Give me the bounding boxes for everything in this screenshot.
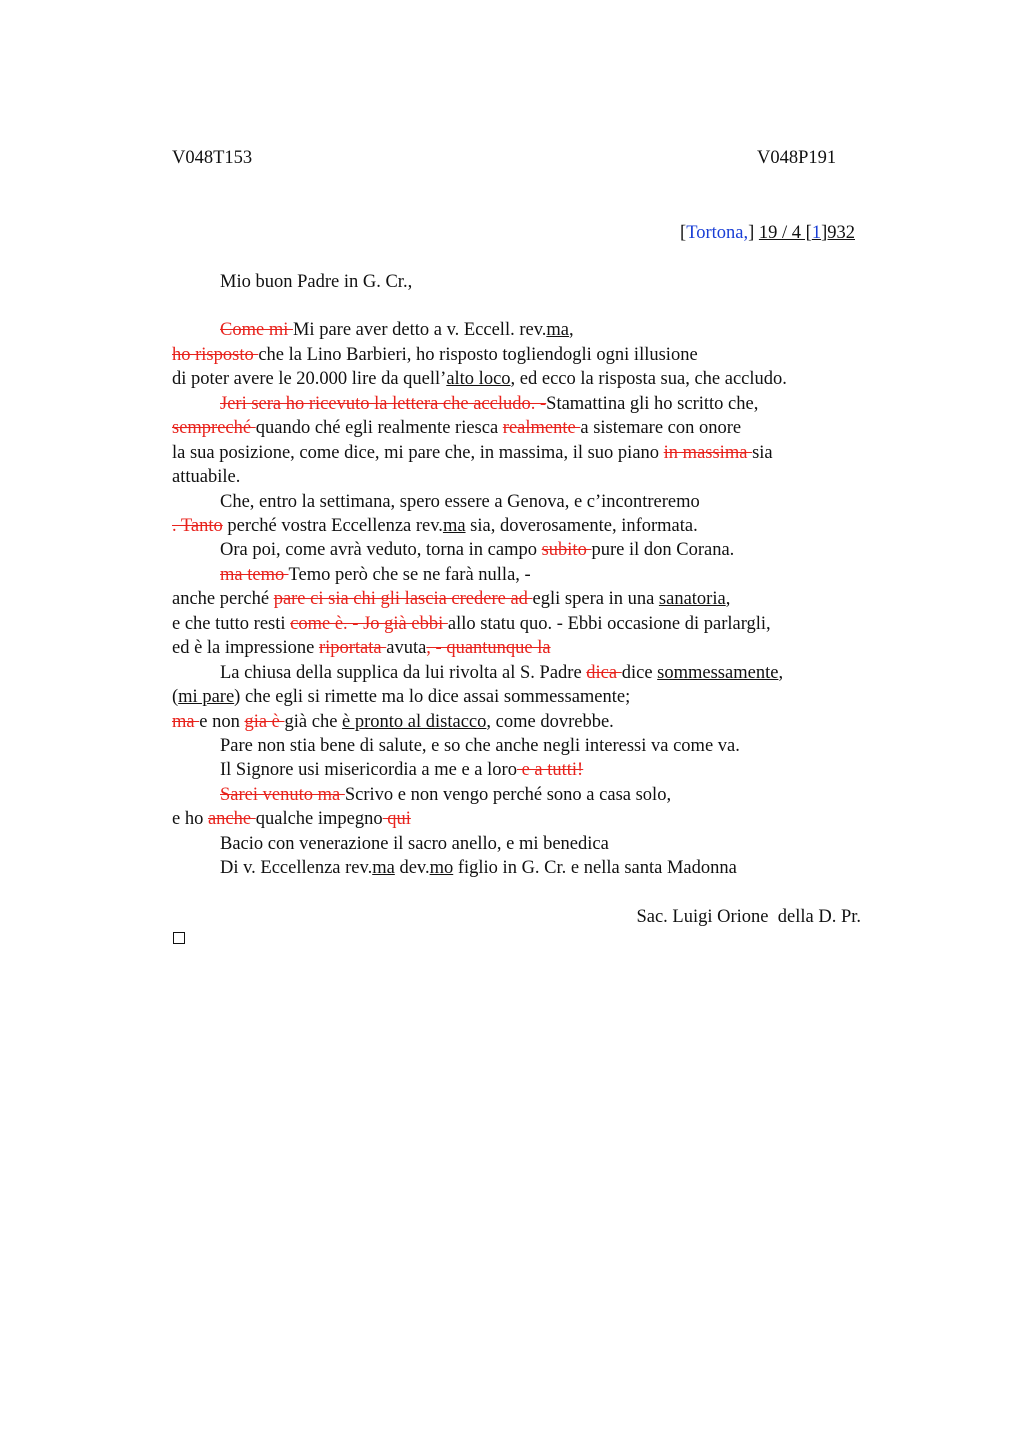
letter-line: e ho anche qualche impegno qui: [172, 809, 411, 829]
dateline-bracket-open: [: [680, 223, 687, 243]
letter-line: (mi pare) che egli si rimette ma lo dice assai sommessamente;: [172, 687, 631, 707]
letter-line: Sarei venuto ma Scrivo e non vengo perché sono a casa solo,: [220, 785, 672, 805]
letter-line: e che tutto resti come è. - Jo già ebbi allo statu quo. - Ebbi occasione di parlargli,: [172, 614, 771, 634]
letter-line: Come mi Mi pare aver detto a v. Eccell. rev.ma,: [220, 320, 574, 340]
dateline-date: 19 / 4 [1]932: [758, 223, 855, 243]
letter-line: Il Signore usi misericordia a me e a loro e a tutti!: [220, 760, 584, 780]
letter-line: Pare non stia bene di salute, e so che anche negli interessi va come va.: [220, 736, 740, 756]
end-square-icon: [173, 932, 185, 944]
doc-code-left: V048T153: [172, 148, 253, 168]
letter-line: ed è la impressione riportata avuta, - quantunque la: [172, 638, 551, 658]
letter-line: attuabile.: [172, 467, 241, 487]
letter-line: di poter avere le 20.000 lire da quell’alto loco, ed ecco la risposta sua, che accludo.: [172, 369, 787, 389]
dateline-bracket-close: ]: [748, 223, 755, 243]
dateline: [680, 221, 855, 245]
letter-line: ma e non gia è già che è pronto al distacco, come dovrebbe.: [172, 712, 614, 732]
letter-line: la sua posizione, come dice, mi pare che, in massima, il suo piano in massima sia: [172, 443, 773, 463]
letter-line: anche perché pare ci sia chi gli lascia credere ad egli spera in una sanatoria,: [172, 589, 731, 609]
letter-line: Bacio con venerazione il sacro anello, e mi benedica: [220, 834, 609, 854]
letter-line: Di v. Eccellenza rev.ma dev.mo figlio in G. Cr. e nella santa Madonna: [220, 858, 737, 878]
letter-line: sempreché quando ché egli realmente riesca realmente a sistemare con onore: [172, 418, 742, 438]
letter-line: ma temo Temo però che se ne farà nulla, -: [220, 565, 531, 585]
dateline-place: Tortona,: [686, 223, 749, 243]
letter-line: Jeri sera ho ricevuto la lettera che accludo. -Stamattina gli ho scritto che,: [220, 394, 759, 414]
letter-line: Ora poi, come avrà veduto, torna in campo subito pure il don Corana.: [220, 540, 735, 560]
letter-line: . Tanto perché vostra Eccellenza rev.ma sia, doverosamente, informata.: [172, 516, 698, 536]
signature: Sac. Luigi Orione della D. Pr.: [636, 907, 861, 927]
salutation: Mio buon Padre in G. Cr.,: [220, 272, 413, 292]
letter-line: ho risposto che la Lino Barbieri, ho risposto togliendogli ogni illusione: [172, 345, 698, 365]
letter-line: La chiusa della supplica da lui rivolta al S. Padre dica dice sommessamente,: [220, 663, 784, 683]
doc-code-right: V048P191: [757, 148, 837, 168]
letter-line: Che, entro la settimana, spero essere a Genova, e c’incontreremo: [220, 492, 700, 512]
